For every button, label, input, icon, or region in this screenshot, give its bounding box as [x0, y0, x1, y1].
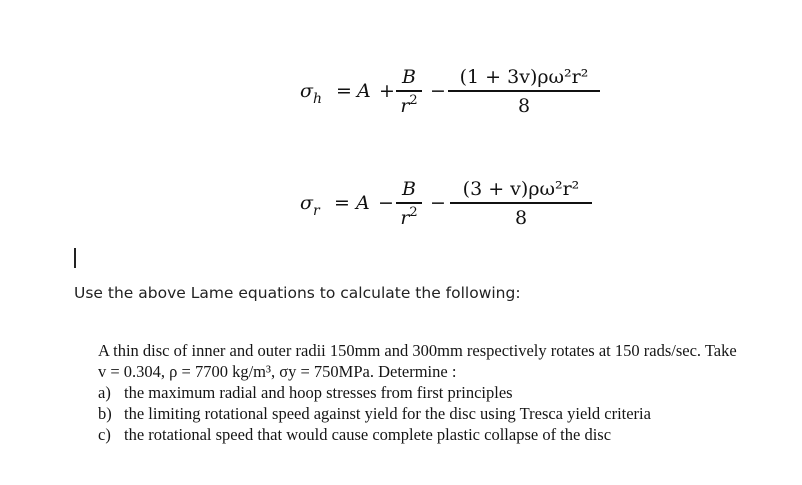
minus-sign: − [430, 192, 446, 214]
minus-sign: − [430, 80, 446, 102]
radial-subscript: r [312, 203, 320, 219]
term-a: A [357, 80, 371, 102]
item-label: c) [98, 425, 111, 444]
instruction-text: Use the above Lame equations to calculate the following: [74, 284, 521, 302]
text-cursor [74, 248, 76, 268]
fraction-denominator [396, 92, 422, 120]
term-a: A [356, 192, 370, 214]
problem-item-a [98, 382, 788, 403]
item-text: the maximum radial and hoop stresses from first principles [124, 383, 513, 402]
sigma-symbol: σ [300, 80, 313, 102]
hoop-fraction-b-over-r2 [396, 66, 422, 120]
hoop-stress-equation [300, 66, 620, 126]
fraction-numerator: (1 + 3v)ρω²r² [459, 66, 589, 88]
fraction-numerator: B [402, 178, 416, 200]
fraction-bar [396, 90, 422, 92]
radial-fraction-b-over-r2 [396, 178, 422, 232]
minus-sign: − [378, 192, 394, 214]
equals-sign: = [334, 192, 350, 214]
problem-line-1: A thin disc of inner and outer radii 150mm and 300mm respectively rotates at 150 rads/sec. Take [98, 341, 737, 360]
fraction-numerator: (3 + v)ρω²r² [462, 178, 580, 200]
hoop-lhs [300, 80, 323, 107]
radial-stress-equation [300, 178, 620, 238]
problem-item-b [98, 403, 788, 424]
problem-line-2: v = 0.304, ρ = 7700 kg/m³, σy = 750MPa. Determine : [98, 362, 457, 381]
equals-sign: = [336, 80, 352, 102]
fraction-bar [396, 202, 422, 204]
radial-fraction-density-term [450, 178, 592, 229]
fraction-denominator: 8 [514, 206, 528, 229]
fraction-denominator [396, 204, 422, 232]
den-base: r [400, 94, 410, 117]
problem-item-c [98, 424, 788, 445]
den-exponent: 2 [409, 204, 418, 220]
den-base: r [400, 206, 410, 229]
sigma-symbol: σ [300, 192, 313, 214]
fraction-bar [448, 90, 600, 92]
radial-lhs [300, 192, 320, 219]
item-text: the limiting rotational speed against yield for the disc using Tresca yield criteria [124, 404, 651, 423]
plus-sign: + [379, 80, 395, 102]
problem-statement [98, 340, 788, 445]
fraction-numerator: B [402, 66, 416, 88]
hoop-fraction-density-term [448, 66, 600, 117]
den-exponent: 2 [409, 92, 418, 108]
fraction-bar [450, 202, 592, 204]
item-label: a) [98, 383, 111, 402]
fraction-denominator: 8 [517, 94, 531, 117]
item-label: b) [98, 404, 112, 423]
item-text: the rotational speed that would cause complete plastic collapse of the disc [124, 425, 612, 444]
hoop-subscript: h [312, 91, 323, 107]
